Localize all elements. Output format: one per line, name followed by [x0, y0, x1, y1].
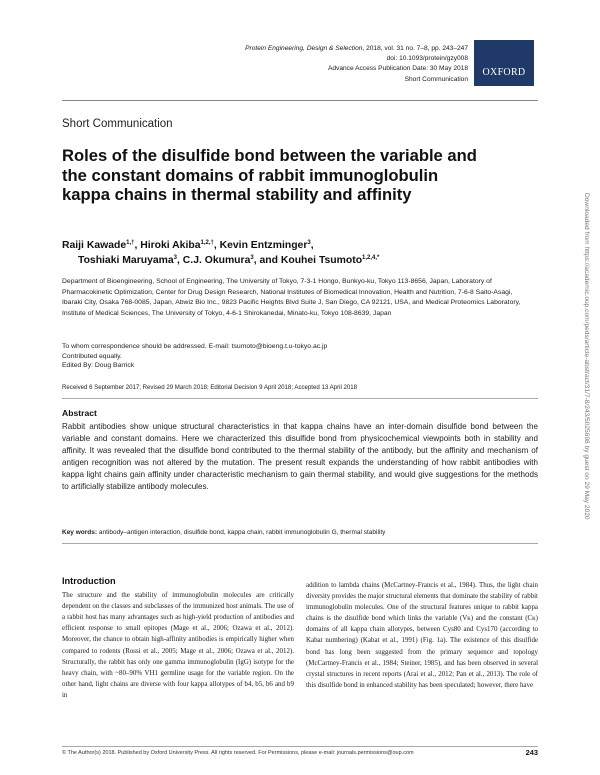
- author-name[interactable]: C.J. Okumura: [182, 255, 251, 266]
- footer-divider: [62, 746, 538, 747]
- correspondence-note: To whom correspondence should be addressed. E-mail: tsumoto@bioeng.t.u-tokyo.ac.jp: [62, 343, 328, 350]
- author-name[interactable]: Raiji Kawade: [62, 240, 127, 251]
- article-type: Short Communication: [404, 75, 468, 83]
- introduction-text-left: The structure and the stability of immunoglobulin molecules are critically dependent on the classes and subclasses of the immunized host animals. The use of a rabbit host has many advantages such as high-yield production of antibodies and efficient response to small epitopes (Mage et al., 2006; Ozawa et al., 2012). Moreover, the chance to obtain high-affinity antibodies is empirically higher when compared to rodents (Rossi et al., 2005; Mage et al., 2006; Ozawa et al., 2012). Structurally, the rabbit has only one gamma immunoglobulin (IgG) isotype for the heavy chain, with ~80–90% VH1 germline usage for the variable region. On the other hand, light chains are diverse with four kappa allotypes of b4, b5, b6 and b9 in: [62, 591, 294, 699]
- keywords-text: antibody–antigen interaction, disulfide bond, kappa chain, rabbit immunoglobulin G, thermal stability: [98, 529, 386, 536]
- introduction-text-right: addition to lambda chains (McCartney-Francis et al., 1984). Thus, the light chain diversity provides the major structural elements that dominate the stability of rabbit immunoglobulin molecules. One of the structural features unique to rabbit kappa chains is the disulfide bond which links the variable (Vκ) and the constant (Cκ) domains of all kappa chain allotypes, between Cys80 and Cys170 (according to Kabat numbering) (Kabat et al., 1991) (Fig. 1a). The existence of this disulfide bond has long been suggested from the primary sequence and topology (McCartney-Francis et al., 1984; Steiner, 1985), and has been observed in several crystal structures in recent reports (Arai et al., 2012; Pan et al., 2013). The role of this disulfide bond in enhanced stability has been speculated; however, there have: [306, 581, 538, 689]
- author-affiliation-sup: 1,2,4,*: [362, 255, 380, 261]
- download-watermark: [580, 193, 592, 603]
- copyright-footer: © The Author(s) 2018. Published by Oxford University Press. All rights reserved. For Permissions, please e-mail: journals.permissions@oup.com: [62, 750, 414, 756]
- body-column-right: [306, 580, 538, 691]
- body-column-left: [62, 576, 294, 701]
- section-label: Short Communication: [62, 118, 173, 130]
- keywords-label: Key words:: [62, 529, 98, 536]
- journal-citation: [108, 44, 468, 54]
- author-affiliation-sup: 3: [307, 240, 311, 246]
- oxford-logo[interactable]: OXFORD: [474, 40, 534, 86]
- author-notes: [62, 342, 532, 371]
- doi-link[interactable]: doi: 10.1093/protein/gzy008: [386, 55, 468, 63]
- edited-by: Edited By: Doug Barrick: [62, 362, 135, 370]
- author-name[interactable]: Hiroki Akiba: [140, 240, 201, 251]
- citation: , 2018, vol. 31 no. 7–8, pp. 243–247: [362, 45, 468, 52]
- abstract-text: Rabbit antibodies show unique structural characteristics in that kappa chains have an inter-domain disulfide bond between the variable and constant domains. Here we characterized this disulfide bond from physicochemical viewpoints both in stability and affinity. It was revealed that the disulfide bond contributed to the thermal stability of the antibody, but the affinity and mechanism of antigen recognition was not altered by the mutation. The present result expands the understanding of how rabbit antibodies with kappa light chains gain affinity under characteristic mechanism to gain thermal stability, and would give suggestions for the methods to artificially stabilize antibody molecules.: [62, 422, 538, 491]
- contributed-note: Contributed equally.: [62, 352, 122, 360]
- download-note: Downloaded from https://academic.oup.com/peds/article-abstract/31/7-8/243/5025698 by guest on 29 May 2020: [583, 193, 590, 520]
- author-name[interactable]: Kevin Entzminger: [219, 240, 308, 251]
- author-name[interactable]: Kouhei Tsumoto: [280, 255, 363, 266]
- page-number: 243: [525, 748, 538, 757]
- journal-name: Protein Engineering, Design & Selection: [245, 45, 363, 52]
- author-affiliation-sup: 1,†: [126, 240, 135, 246]
- header-divider: [62, 100, 538, 101]
- author-affiliation-sup: 3: [173, 255, 178, 261]
- author-affiliation-sup: 1,2,†: [200, 240, 214, 246]
- article-title: Roles of the disulfide bond between the variable and the constant domains of rabbit immunoglobulin kappa chains in thermal stability and affinity: [62, 146, 477, 205]
- author-affiliation-sup: 3: [250, 255, 254, 261]
- affiliations: Department of Bioengineering, School of Engineering, The University of Tokyo, 7-3-1 Hongo, Bunkyo-ku, Tokyo 113-8656, Japan, Laboratory of Pharmacokinetic Optimization, Center for Drug Design Research, National Institutes of Biomedical Innovation, Health and Nutrition, 7-6-8 Saito-Asagi, Ibaraki City, Osaka 768-0085, Japan, Abwiz Bio Inc., 9823 Pacific Heights Blvd Suite J, San Diego, CA 92121, USA, and Medical Proteomics Laboratory, Institute of Medical Sciences, The University of Tokyo, 4-6-1 Shirokanedai, Minato-ku, Tokyo 108-8639, Japan: [62, 278, 521, 317]
- introduction-heading: Introduction: [62, 576, 116, 586]
- header-meta: [108, 44, 468, 85]
- advance-access-date: Advance Access Publication Date: 30 May 2018: [327, 65, 468, 73]
- author-list: Raiji Kawade$^{1,\dagger}$, Hiroki Akiba$^{1,2,\dagger}$, Kevin Entzminger$^3$, Toshiaki Maruyama$^3$, C.J. Okumura$^3$, and Kouhei Tsumoto$^{1,2,4,*}$: [62, 240, 380, 266]
- keywords: [62, 528, 538, 537]
- received-dates: Received 6 September 2017; Revised 29 March 2018; Editorial Decision 9 April 2018; Accepted 13 April 2018: [62, 384, 358, 391]
- abstract-heading: Abstract: [62, 408, 97, 418]
- author-name[interactable]: Toshiaki Maruyama: [78, 255, 174, 266]
- divider: [62, 398, 538, 399]
- divider: [62, 543, 538, 544]
